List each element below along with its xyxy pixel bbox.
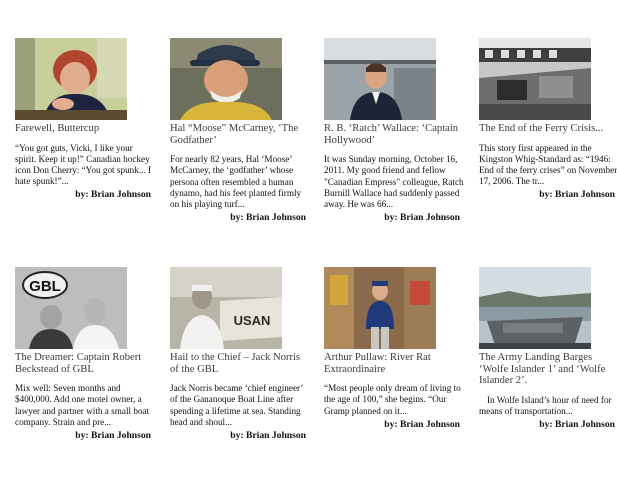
article-card — [170, 38, 310, 223]
article-thumbnail[interactable] — [324, 267, 436, 349]
article-title[interactable]: The End of the Ferry Crisis... — [479, 123, 604, 134]
article-excerpt: For nearly 82 years, Hal ‘Moose’ McCarney, the ‘godfather’ whose persona often resembled a human dynamo, had his feet planted firmly on his playing turf... — [170, 154, 302, 209]
article-excerpt: Jack Norris became ‘chief engineer’ of the Gananoque Boat Line after spending a lifetime at sea. Standing head and shoul... — [170, 383, 303, 427]
article-card — [479, 38, 617, 200]
article-thumbnail[interactable] — [15, 267, 127, 349]
man-standing-indoors-photo — [324, 267, 436, 349]
article-title[interactable]: Arthur Pullaw: River Rat Extraordinaire — [324, 352, 431, 375]
article-excerpt: It was Sunday morning, October 16, 2011. My good friend and fellow "Canadian Empress" colleague, Ratch Burnill Wallace had suddenly passed away. He was 66... — [324, 154, 464, 209]
article-title[interactable]: R. B. ‘Ratch’ Wallace: ‘Captain Hollywood’ — [324, 123, 459, 146]
man-by-boat-photo — [170, 267, 282, 349]
article-byline: by: Brian Johnson — [75, 430, 151, 441]
article-title[interactable]: Hail to the Chief – Jack Norris of the GBL — [170, 352, 301, 375]
article-excerpt: “You got guts, Vicki, I like your spirit. Keep it up!” Canadian hockey icon Don Cherry: “You got spunk... I hate spunk!”... — [15, 142, 152, 187]
man-in-cap-photo — [170, 38, 282, 120]
article-card — [324, 267, 464, 430]
gbl-sign-text: GBL — [29, 278, 61, 295]
boat-name-text: USAN — [233, 313, 271, 328]
article-thumbnail[interactable] — [15, 38, 127, 120]
article-excerpt: In Wolfe Island’s hour of need for means of transportation... — [479, 394, 612, 416]
article-thumbnail[interactable] — [170, 267, 282, 349]
article-excerpt: This story first appeared in the Kingston Whig-Standard as: “1946: End of the ferry crises” on November 17, 2006. The tr... — [479, 142, 617, 187]
woman-at-desk-photo — [15, 38, 127, 120]
article-byline: by: Brian Johnson — [539, 189, 615, 201]
article-byline: by: Brian Johnson — [75, 189, 151, 201]
article-thumbnail[interactable] — [479, 38, 591, 120]
article-byline: by: Brian Johnson — [230, 212, 306, 224]
article-title[interactable]: The Army Landing Barges ‘Wolfe Islander 1’ and ‘Wolfe Islander 2’. — [479, 352, 606, 387]
article-card — [170, 267, 310, 441]
article-card — [15, 38, 155, 200]
article-card — [15, 267, 155, 441]
captain-in-wheelhouse-photo — [324, 38, 436, 120]
article-byline: by: Brian Johnson — [384, 418, 460, 430]
article-thumbnail[interactable] — [324, 38, 436, 120]
article-thumbnail[interactable] — [479, 267, 591, 349]
article-byline: by: Brian Johnson — [230, 430, 306, 441]
landing-barge-photo — [479, 267, 591, 349]
article-thumbnail[interactable] — [170, 38, 282, 120]
article-title[interactable]: Hal “Moose” McCarney, ‘The Godfather’ — [170, 123, 299, 146]
article-card — [324, 38, 464, 223]
gbl-sign-photo — [15, 267, 127, 349]
article-title[interactable]: Farewell, Buttercup — [15, 123, 100, 134]
article-byline: by: Brian Johnson — [539, 419, 615, 431]
ferry-deck-photo — [479, 38, 591, 120]
article-excerpt: “Most people only dream of living to the age of 100,” she begins. “Our Gramp planned on it... — [324, 383, 461, 416]
article-title[interactable]: The Dreamer: Captain Robert Beckstead of GBL — [15, 352, 142, 375]
article-card — [479, 267, 617, 430]
article-excerpt: Mix well: Seven months and $400,000. Add one motel owner, a lawyer and partner with a small boat company. Strain and pre... — [15, 383, 150, 427]
article-byline: by: Brian Johnson — [384, 212, 460, 224]
